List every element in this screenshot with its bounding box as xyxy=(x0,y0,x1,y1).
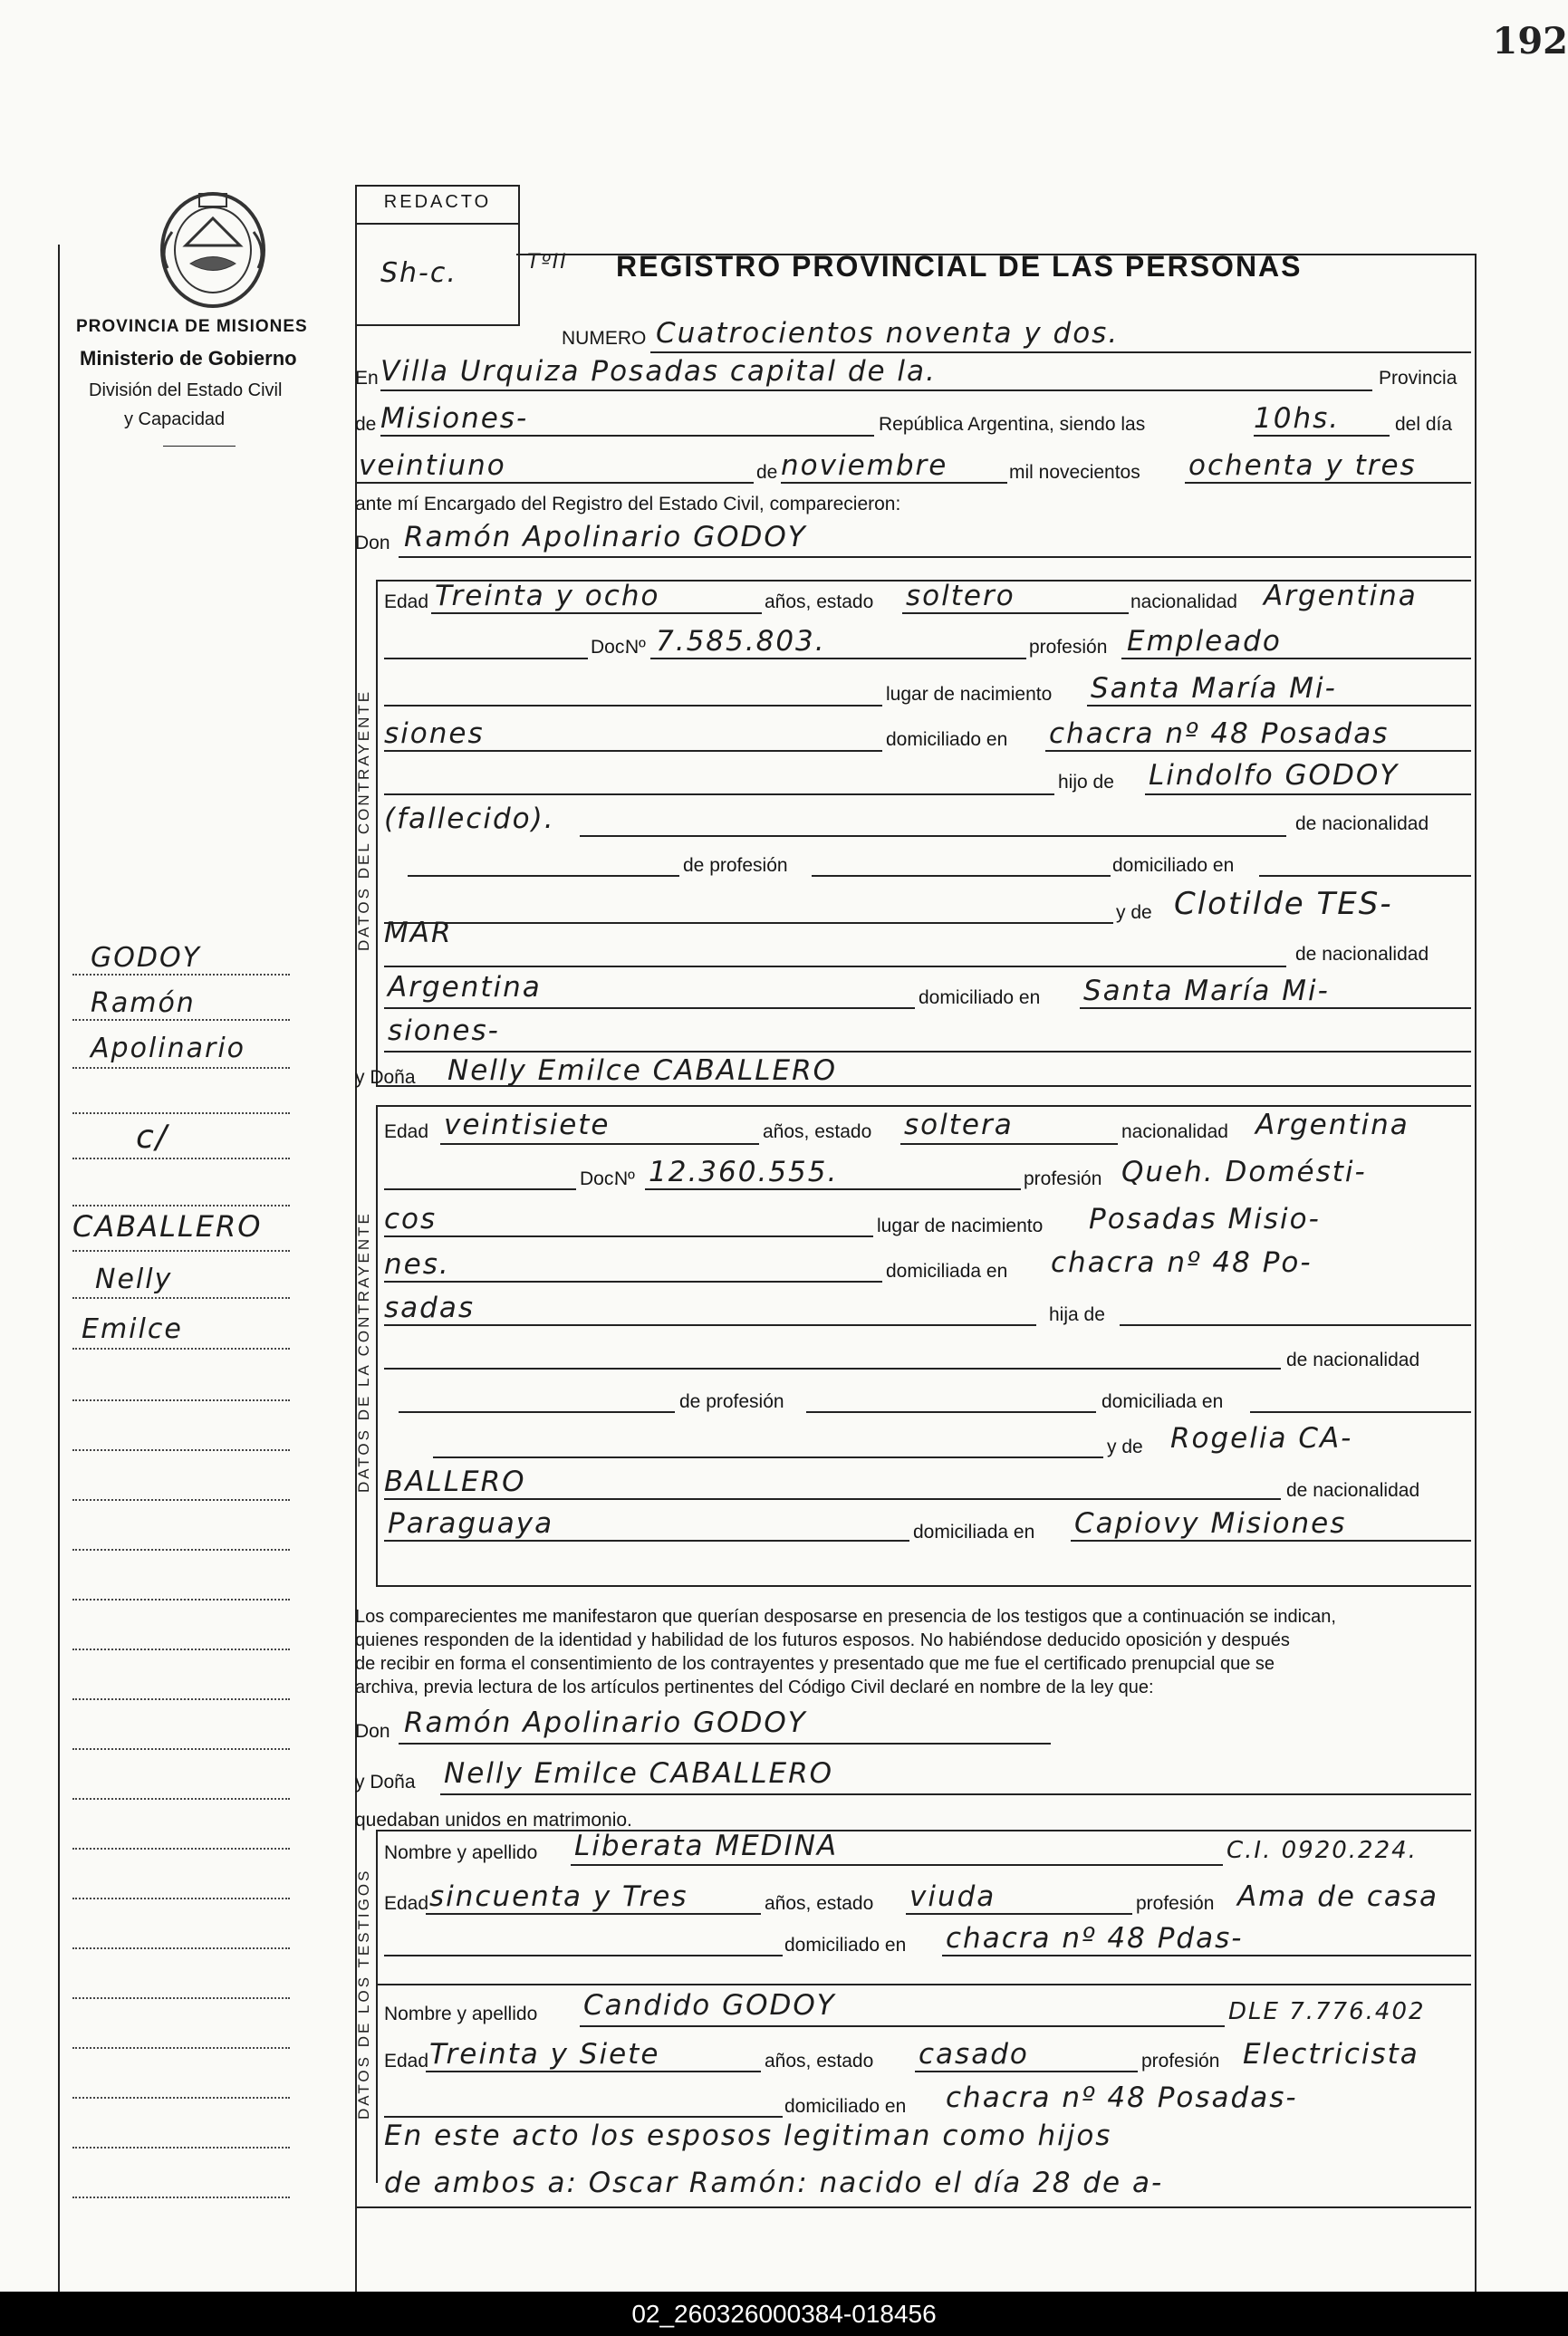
margin-line xyxy=(72,1549,290,1551)
witness2-profession: Electricista xyxy=(1243,2038,1419,2071)
margin-note-2: Ramón xyxy=(91,987,196,1019)
record-number: Cuatrocientos noventa y dos. xyxy=(656,317,1120,350)
witness2-age: Treinta y Siete xyxy=(429,2038,660,2071)
bride-nationality: Argentina xyxy=(1255,1109,1409,1141)
margin-line xyxy=(72,1112,290,1114)
redacto-box xyxy=(355,185,520,326)
bride-mother: Rogelia CA- xyxy=(1170,1422,1353,1455)
sidebar-border xyxy=(58,245,60,2292)
united-text: quedaban unidos en matrimonio. xyxy=(355,1810,632,1831)
groom-name: Ramón Apolinario GODOY xyxy=(404,521,807,553)
declaration-line3: de recibir en forma el consentimiento de los contrayentes y presentado que me fue el certificado prenupcial que se xyxy=(355,1654,1275,1674)
bride-address-cont: sadas xyxy=(384,1292,475,1324)
page-title: REGISTRO PROVINCIAL DE LAS PERSONAS xyxy=(616,250,1303,283)
margin-note-1: GODOY xyxy=(91,942,201,974)
place: Villa Urquiza Posadas capital de la. xyxy=(380,355,937,388)
ante-text: ante mí Encargado del Registro del Estado Civil, comparecieron: xyxy=(355,494,901,514)
groom-birthplace: Santa María Mi- xyxy=(1091,672,1337,705)
day: veintiuno xyxy=(359,449,506,482)
bride-birthplace-cont: nes. xyxy=(384,1248,450,1281)
ministry-name: Ministerio de Gobierno xyxy=(80,347,297,370)
witness2-status: casado xyxy=(919,2038,1029,2071)
declaration-line2: quienes responden de la identidad y habilidad de los futuros esposos. No habiéndose deducido oposición y después xyxy=(355,1630,1290,1650)
groom-mother-address-cont: siones- xyxy=(388,1014,500,1047)
margin-line xyxy=(72,1399,290,1401)
margin-line xyxy=(72,1499,290,1501)
margin-line xyxy=(72,1649,290,1650)
witness1-status: viuda xyxy=(909,1880,996,1913)
bride-birthplace: Posadas Misio- xyxy=(1089,1203,1321,1235)
groom-profession: Empleado xyxy=(1127,625,1282,658)
margin-line xyxy=(72,1898,290,1899)
margin-line xyxy=(72,1599,290,1601)
margin-line xyxy=(72,2147,290,2149)
groom-status: soltero xyxy=(906,580,1015,612)
margin-line xyxy=(72,1748,290,1750)
witness1-address: chacra nº 48 Pdas- xyxy=(946,1922,1244,1955)
bride-profession-cont: cos xyxy=(384,1203,438,1235)
margin-line xyxy=(72,1250,290,1252)
groom-age: Treinta y ocho xyxy=(435,580,660,612)
bride-profession: Queh. Domésti- xyxy=(1121,1156,1367,1188)
province-value: Misiones- xyxy=(380,402,529,435)
declaration-line4: archiva, previa lectura de los artículos pertinentes del Código Civil declaré en nombre de la ley que: xyxy=(355,1677,1154,1697)
groom-mother-cont: MAR xyxy=(384,917,453,949)
declaration-groom: Ramón Apolinario GODOY xyxy=(404,1706,807,1739)
margin-line xyxy=(72,1848,290,1850)
margin-note-3: Apolinario xyxy=(91,1033,246,1064)
bride-name: Nelly Emilce CABALLERO xyxy=(447,1054,838,1087)
margin-line xyxy=(72,2097,290,2099)
witness1-document: C.I. 0920.224. xyxy=(1227,1837,1418,1864)
legitimation-note-line2: de ambos a: Oscar Ramón: nacido el día 28 de a- xyxy=(384,2167,1164,2199)
margin-line xyxy=(72,1019,290,1021)
margin-line xyxy=(72,1997,290,1999)
declaration-bride: Nelly Emilce CABALLERO xyxy=(444,1757,834,1790)
groom-father: Lindolfo GODOY xyxy=(1149,759,1400,792)
bride-mother-address: Capiovy Misiones xyxy=(1074,1507,1347,1540)
bride-mother-cont: BALLERO xyxy=(384,1466,526,1498)
year: ochenta y tres xyxy=(1188,449,1417,482)
groom-section-label: DATOS DEL CONTRAYENTE xyxy=(355,688,372,951)
sidebar-rule xyxy=(163,446,236,447)
form-right-border xyxy=(1475,254,1477,2292)
margin-line xyxy=(72,1297,290,1299)
margin-note-5: CABALLERO xyxy=(72,1209,263,1244)
groom-document: 7.585.803. xyxy=(656,625,826,658)
groom-birthplace-cont: siones xyxy=(384,717,485,750)
margin-line xyxy=(72,1158,290,1159)
margin-line xyxy=(72,1798,290,1800)
bride-status: soltera xyxy=(904,1109,1014,1141)
division-line2: y Capacidad xyxy=(124,409,226,429)
margin-note-7: Emilce xyxy=(82,1313,183,1345)
bride-age: veintisiete xyxy=(444,1109,611,1141)
margin-line xyxy=(72,1348,290,1350)
file-identifier: 02_260326000384-018456 xyxy=(0,2292,1568,2336)
page-number: 192 xyxy=(1492,20,1568,62)
witness1-age: sincuenta y Tres xyxy=(429,1880,688,1913)
month: noviembre xyxy=(781,449,948,482)
margin-line xyxy=(72,1205,290,1206)
margin-line xyxy=(72,1947,290,1949)
witness2-address: chacra nº 48 Posadas- xyxy=(946,2081,1298,2114)
groom-father-note: (fallecido). xyxy=(384,803,555,835)
witness2-document: DLE 7.776.402 xyxy=(1228,1998,1426,2025)
groom-mother-address: Santa María Mi- xyxy=(1083,975,1330,1007)
province-name: PROVINCIA DE MISIONES xyxy=(76,317,308,336)
witness1-profession: Ama de casa xyxy=(1237,1880,1439,1913)
groom-nationality: Argentina xyxy=(1264,580,1418,612)
margin-note-4: c/ xyxy=(136,1119,168,1156)
margin-line xyxy=(72,1449,290,1451)
margin-line xyxy=(72,2197,290,2198)
bride-section-label: DATOS DE LA CONTRAYENTE xyxy=(355,1211,372,1493)
hour: 10hs. xyxy=(1254,402,1341,435)
legitimation-note-line1: En este acto los esposos legitiman como hijos xyxy=(384,2120,1112,2152)
witness1-name: Liberata MEDINA xyxy=(574,1830,839,1862)
groom-mother: Clotilde TES- xyxy=(1174,886,1393,922)
margin-line xyxy=(72,974,290,976)
declaration-line1: Los comparecientes me manifestaron que querían desposarse en presencia de los testigos que a continuación se indican, xyxy=(355,1607,1336,1627)
bride-mother-nationality: Paraguaya xyxy=(388,1507,554,1540)
margin-line xyxy=(72,2047,290,2049)
bride-document: 12.360.555. xyxy=(649,1156,839,1188)
tomo: TºII xyxy=(527,251,568,274)
witness2-name: Candido GODOY xyxy=(583,1989,836,2022)
bride-address: chacra nº 48 Po- xyxy=(1051,1246,1313,1279)
division-line1: División del Estado Civil xyxy=(89,380,283,400)
redacto-label: REDACTO xyxy=(383,192,492,212)
province-seal-icon xyxy=(145,178,281,313)
margin-note-6: Nelly xyxy=(95,1264,173,1295)
margin-line xyxy=(72,1067,290,1069)
groom-mother-nationality: Argentina xyxy=(388,971,542,1004)
margin-line xyxy=(72,1698,290,1700)
groom-address: chacra nº 48 Posadas xyxy=(1049,717,1390,750)
redacto-value: Sh-c. xyxy=(380,257,457,289)
document-page: 192 PROVINCIA DE MISIONES Ministerio de Gobierno División del Estado Civil y Capacidad GODOY Ramón Apolinario c/ CABALLERO Nelly Emilce REDACTO Sh-c. TºII REGISTRO PROVINCIAL DE LAS PERSONAS NUMERO Cuatrocientos noventa y dos. En Villa Urquiza Posadas capital de la. Provincia de Misiones- República Argentina, siendo las 10hs. del día veintiuno de noviembre mil novecientos ochenta y tres ante mí Encargado del Registro del Estado Civil, comparecieron: Don Ramón Apolinario GODOY DATOS DEL CONTRAYENTE Edad Treinta y ocho años, estado soltero nacionalidad Argentina Doc. Nº 7.585.803. profesión Empleado lugar de nacimiento Santa María Mi- siones domiciliado en chacra nº 48 Posadas hijo de Lindolfo GODOY (fallecido). de nacionalidad de profesión domiciliado en y de Clotilde TES- MAR de nacionalidad Argentina domiciliado en Santa María Mi- siones- y Doña Nelly Emilce CABALLERO DATOS DE LA CONTRAYENTE Edad veintisiete años, estado soltera nacionalidad Argentina Doc. Nº 12.360.555. profesión Queh. Domésti- cos lugar de nacimiento Posadas Misio- nes. domiciliada en chacra nº 48 Po- sadas hija de de nacionalidad de profesión domiciliada en y de Rogelia CA- BALLERO de nacionalidad Paraguaya domiciliada en Capiovy Misiones Los comparecientes me manifestaron que querían desposarse en presencia de los testigos que a continuación se indican, quienes responden de la identidad y habilidad de los futuros esposos. No habiéndose deducido oposición y después de recibir en forma el consentimiento de los contrayentes y presentado que me fue el certificado prenupcial que se archiva, previa lectura de los artículos pertinentes del Código Civil declaré en nombre de la ley que: Don Ramón Apolinario GODOY y Doña Nelly Emilce CABALLERO quedaban unidos en matrimonio. DATOS DE LOS TESTIGOS Nombre y apellido Liberata MEDINA C.I. 0920.224. Edad sincuenta y Tres años, estado viuda profesión Ama de casa domiciliado en chacra nº 48 Pdas- Nombre y apellido Candido GODOY DLE 7.776.402 Edad Treinta y Siete años, estado casado profesión Electricista domiciliado en chacra nº 48 Posadas- En este acto los esposos legitiman como hijos de ambos a: Oscar Ramón: nacido el día 28 de a- xyxy=(0,0,1568,2292)
witnesses-section-label: DATOS DE LOS TESTIGOS xyxy=(355,1868,372,2120)
